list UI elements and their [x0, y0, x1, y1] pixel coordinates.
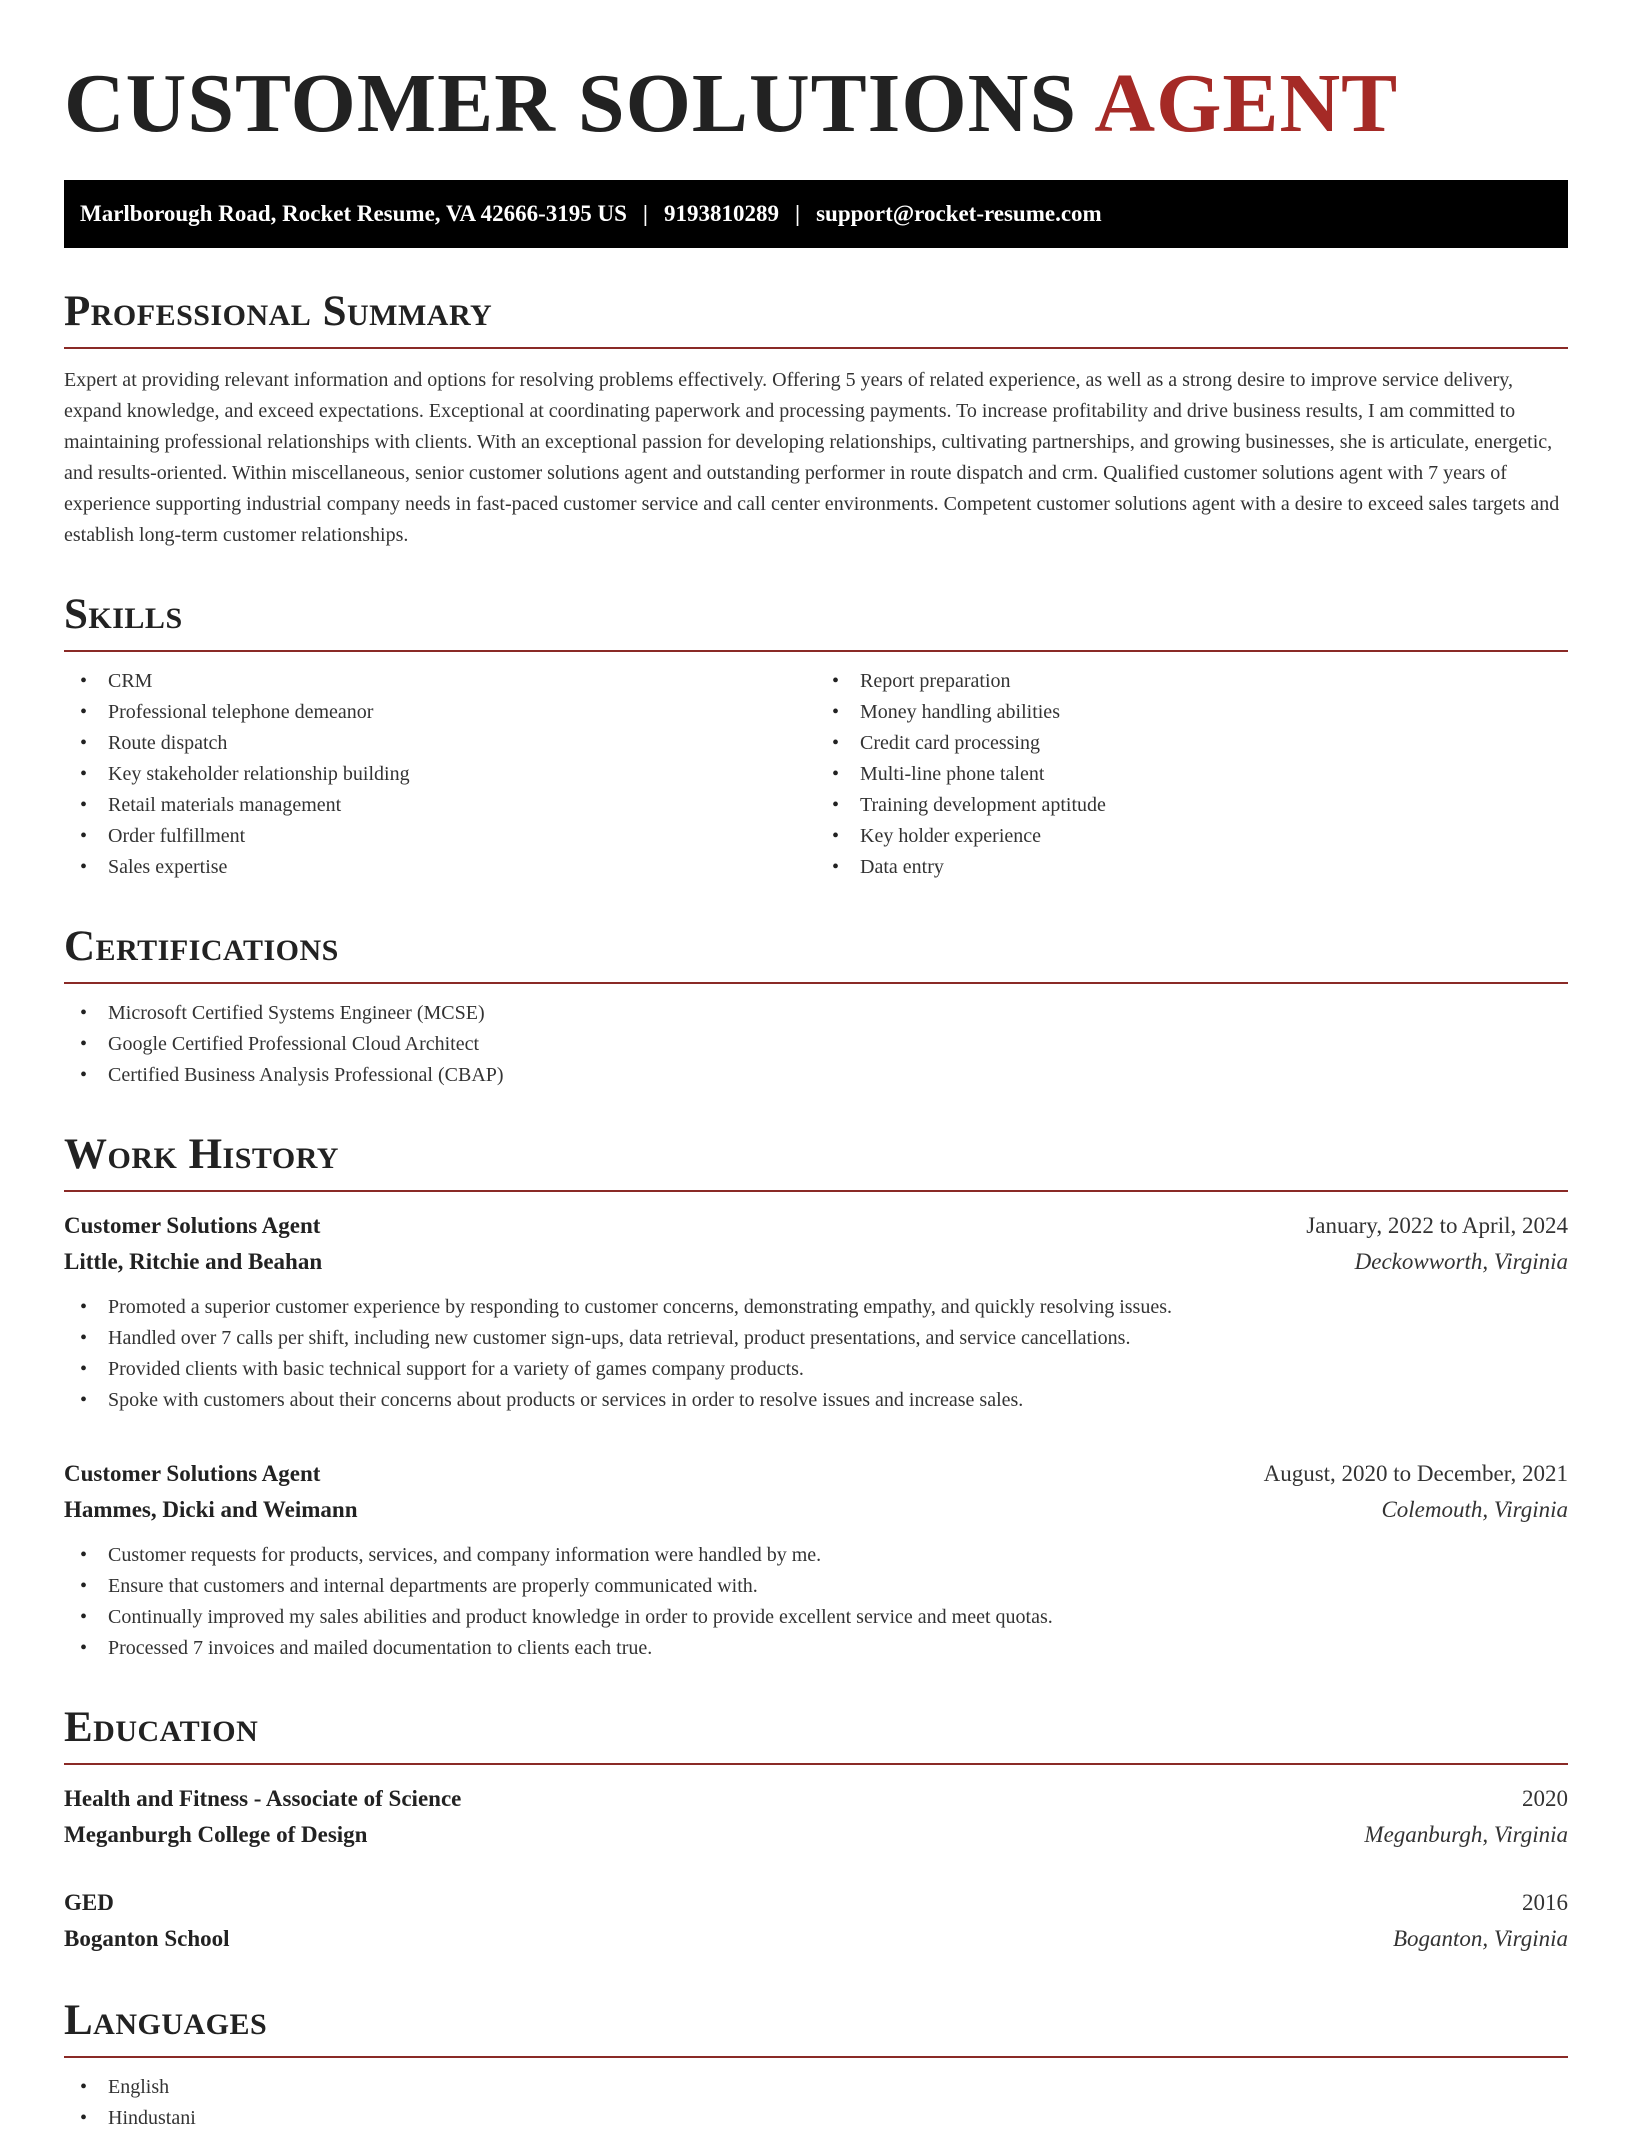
job-bullet: • Continually improved my sales abilities and product knowledge in order to provide excellent service and meet quotas.	[64, 1602, 1568, 1633]
skill-item: • CRM	[64, 666, 816, 697]
job-entry	[64, 1456, 1568, 1664]
job-bullets	[64, 1540, 1568, 1664]
job-company-row	[64, 1244, 1568, 1280]
skills-right-list	[816, 666, 1568, 883]
contact-phone: 9193810289	[664, 201, 779, 226]
summary-text: Expert at providing relevant information and options for resolving problems effectively. Offering 5 years of related experience, as well as a strong desire to improve service delivery, expand knowledge, and exceed expectations. Exceptional at coordinating paperwork and processing payments. To increase profitability and drive business results, I am committed to maintaining professional relationships with clients. With an exceptional passion for developing relationships, cultivating partnerships, and growing businesses, she is articulate, energetic, and results-oriented. Within miscellaneous, senior customer solutions agent and outstanding performer in route dispatch and crm. Qualified customer solutions agent with 7 years of experience supporting industrial company needs in fast-paced customer service and call center environments. Competent customer solutions agent with a desire to exceed sales targets and establish long-term customer relationships.	[64, 369, 1560, 546]
skill-item: • Money handling abilities	[816, 697, 1568, 728]
education-school: Boganton School	[64, 1926, 230, 1951]
title-main: CUSTOMER SOLUTIONS	[64, 57, 1078, 150]
language-item: • Hindustani	[64, 2103, 1568, 2134]
skills-section	[64, 593, 1568, 883]
skill-item: • Multi-line phone talent	[816, 759, 1568, 790]
contact-separator: |	[795, 201, 801, 226]
skill-item: • Key stakeholder relationship building	[64, 759, 816, 790]
education-year: 2020	[1522, 1786, 1568, 1811]
job-bullet: • Ensure that customers and internal departments are properly communicated with.	[64, 1571, 1568, 1602]
education-degree-row	[64, 1885, 1568, 1921]
work-history-section	[64, 1133, 1568, 1664]
languages-list	[64, 2072, 1568, 2134]
skills-columns	[64, 652, 1568, 883]
skill-item: • Professional telephone demeanor	[64, 697, 816, 728]
job-bullet: • Handled over 7 calls per shift, including new customer sign-ups, data retrieval, product presentations, and service cancellations.	[64, 1323, 1568, 1354]
languages-heading: Languages	[64, 1999, 1568, 2058]
skill-item: • Sales expertise	[64, 852, 816, 883]
certification-item: • Microsoft Certified Systems Engineer (MCSE)	[64, 998, 1568, 1029]
job-bullets	[64, 1292, 1568, 1416]
skill-item: • Data entry	[816, 852, 1568, 883]
certification-item: • Certified Business Analysis Professional (CBAP)	[64, 1060, 1568, 1091]
job-bullet: • Processed 7 invoices and mailed documentation to clients each true.	[64, 1633, 1568, 1664]
job-company: Little, Ritchie and Beahan	[64, 1249, 323, 1274]
certification-item: • Google Certified Professional Cloud Architect	[64, 1029, 1568, 1060]
contact-address: Marlborough Road, Rocket Resume, VA 42666-3195 US	[80, 201, 627, 226]
title-accent: AGENT	[1094, 57, 1399, 150]
resume-title	[64, 52, 1568, 150]
skill-item: • Key holder experience	[816, 821, 1568, 852]
job-bullet: • Promoted a superior customer experience by responding to customer concerns, demonstrating empathy, and quickly resolving issues.	[64, 1292, 1568, 1323]
skills-left-list	[64, 666, 816, 883]
language-item: • English	[64, 2072, 1568, 2103]
skill-item: • Route dispatch	[64, 728, 816, 759]
languages-section	[64, 1999, 1568, 2134]
education-degree: Health and Fitness - Associate of Science	[64, 1786, 462, 1811]
education-location: Boganton, Virginia	[1392, 1926, 1568, 1951]
job-entry	[64, 1208, 1568, 1416]
skill-item: • Training development aptitude	[816, 790, 1568, 821]
education-degree-row	[64, 1781, 1568, 1817]
job-location: Deckowworth, Virginia	[1354, 1249, 1568, 1274]
job-dates: August, 2020 to December, 2021	[1263, 1461, 1568, 1486]
job-company: Hammes, Dicki and Weimann	[64, 1497, 358, 1522]
education-year: 2016	[1522, 1890, 1568, 1915]
contact-email: support@rocket-resume.com	[816, 201, 1102, 226]
certifications-list	[64, 998, 1568, 1091]
skill-item: • Retail materials management	[64, 790, 816, 821]
contact-separator: |	[642, 201, 648, 226]
education-section	[64, 1706, 1568, 1957]
job-bullet: • Provided clients with basic technical support for a variety of games company products.	[64, 1354, 1568, 1385]
job-dates: January, 2022 to April, 2024	[1306, 1213, 1568, 1238]
education-school-row	[64, 1921, 1568, 1957]
job-title: Customer Solutions Agent	[64, 1213, 321, 1238]
certifications-heading: Certifications	[64, 925, 1568, 984]
skill-item: • Order fulfillment	[64, 821, 816, 852]
education-entry	[64, 1885, 1568, 1957]
skill-item: • Report preparation	[816, 666, 1568, 697]
education-school: Meganburgh College of Design	[64, 1822, 368, 1847]
work-history-heading: Work History	[64, 1133, 1568, 1192]
job-bullet: • Customer requests for products, services, and company information were handled by me.	[64, 1540, 1568, 1571]
job-header-row	[64, 1208, 1568, 1244]
job-header-row	[64, 1456, 1568, 1492]
job-location: Colemouth, Virginia	[1381, 1497, 1568, 1522]
job-company-row	[64, 1492, 1568, 1528]
skill-item: • Credit card processing	[816, 728, 1568, 759]
education-school-row	[64, 1817, 1568, 1853]
certifications-section	[64, 925, 1568, 1091]
education-entry	[64, 1781, 1568, 1853]
education-degree: GED	[64, 1890, 114, 1915]
job-bullet: • Spoke with customers about their concerns about products or services in order to resolve issues and increase sales.	[64, 1385, 1568, 1416]
summary-heading: Professional Summary	[64, 290, 1568, 349]
education-location: Meganburgh, Virginia	[1364, 1822, 1568, 1847]
skills-heading: Skills	[64, 593, 1568, 652]
job-title: Customer Solutions Agent	[64, 1461, 321, 1486]
education-heading: Education	[64, 1706, 1568, 1765]
contact-bar	[64, 180, 1568, 248]
summary-section	[64, 290, 1568, 551]
